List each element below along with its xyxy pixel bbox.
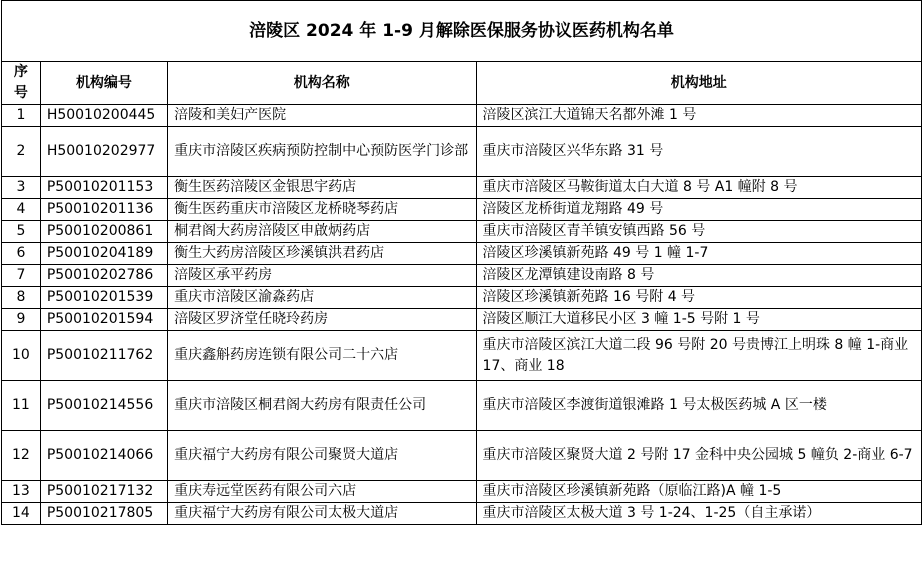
cell-index: 13 bbox=[2, 481, 41, 503]
cell-address: 涪陵区顺江大道移民小区 3 幢 1-5 号附 1 号 bbox=[476, 309, 921, 331]
cell-name: 重庆市涪陵区疾病预防控制中心预防医学门诊部 bbox=[168, 127, 476, 177]
cell-code: P50010217805 bbox=[40, 503, 167, 525]
cell-address: 重庆市涪陵区太极大道 3 号 1-24、1-25（自主承诺） bbox=[476, 503, 921, 525]
cell-name: 衡生医药涪陵区金银思宇药店 bbox=[168, 177, 476, 199]
cell-address: 重庆市涪陵区青羊镇安镇西路 56 号 bbox=[476, 221, 921, 243]
cell-name: 重庆福宁大药房有限公司聚贤大道店 bbox=[168, 431, 476, 481]
table-row bbox=[2, 481, 922, 503]
table-row bbox=[2, 127, 922, 177]
table-row bbox=[2, 381, 922, 431]
cell-name: 重庆市涪陵区桐君阁大药房有限责任公司 bbox=[168, 381, 476, 431]
table-row bbox=[2, 199, 922, 221]
table-row bbox=[2, 243, 922, 265]
cell-code: H50010200445 bbox=[40, 105, 167, 127]
cell-code: P50010211762 bbox=[40, 331, 167, 381]
cell-code: P50010204189 bbox=[40, 243, 167, 265]
cell-code: P50010201539 bbox=[40, 287, 167, 309]
page-title: 涪陵区 2024 年 1-9 月解除医保服务协议医药机构名单 bbox=[2, 1, 922, 62]
cell-name: 涪陵区罗济堂任晓玲药房 bbox=[168, 309, 476, 331]
cell-address: 涪陵区珍溪镇新苑路 49 号 1 幢 1-7 bbox=[476, 243, 921, 265]
cell-address: 重庆市涪陵区李渡街道银滩路 1 号太极医药城 A 区一楼 bbox=[476, 381, 921, 431]
cell-index: 4 bbox=[2, 199, 41, 221]
cell-name: 涪陵和美妇产医院 bbox=[168, 105, 476, 127]
table-row bbox=[2, 265, 922, 287]
cell-index: 11 bbox=[2, 381, 41, 431]
cell-address: 重庆市涪陵区马鞍街道太白大道 8 号 A1 幢附 8 号 bbox=[476, 177, 921, 199]
table-row bbox=[2, 105, 922, 127]
cell-code: H50010202977 bbox=[40, 127, 167, 177]
cell-code: P50010214066 bbox=[40, 431, 167, 481]
table-body bbox=[2, 105, 922, 525]
cell-code: P50010214556 bbox=[40, 381, 167, 431]
table-row bbox=[2, 503, 922, 525]
cell-index: 5 bbox=[2, 221, 41, 243]
cell-code: P50010200861 bbox=[40, 221, 167, 243]
header-address: 机构地址 bbox=[476, 62, 921, 105]
cell-name: 重庆福宁大药房有限公司太极大道店 bbox=[168, 503, 476, 525]
cell-index: 12 bbox=[2, 431, 41, 481]
cell-index: 6 bbox=[2, 243, 41, 265]
table-row bbox=[2, 287, 922, 309]
table-row bbox=[2, 431, 922, 481]
cell-name: 重庆市涪陵区渝淼药店 bbox=[168, 287, 476, 309]
cell-name: 衡生医药重庆市涪陵区龙桥晓琴药店 bbox=[168, 199, 476, 221]
institution-table bbox=[1, 0, 922, 525]
header-index: 序号 bbox=[2, 62, 41, 105]
cell-index: 9 bbox=[2, 309, 41, 331]
cell-index: 10 bbox=[2, 331, 41, 381]
cell-code: P50010202786 bbox=[40, 265, 167, 287]
cell-address: 涪陵区滨江大道锦天名都外滩 1 号 bbox=[476, 105, 921, 127]
cell-index: 8 bbox=[2, 287, 41, 309]
header-row bbox=[2, 62, 922, 105]
table-row bbox=[2, 221, 922, 243]
cell-name: 衡生大药房涪陵区珍溪镇洪君药店 bbox=[168, 243, 476, 265]
cell-name: 重庆寿远堂医药有限公司六店 bbox=[168, 481, 476, 503]
table-row bbox=[2, 177, 922, 199]
cell-index: 7 bbox=[2, 265, 41, 287]
cell-address: 重庆市涪陵区滨江大道二段 96 号附 20 号贵博江上明珠 8 幢 1-商业 17、商业 18 bbox=[476, 331, 921, 381]
cell-address: 重庆市涪陵区珍溪镇新苑路（原临江路)A 幢 1-5 bbox=[476, 481, 921, 503]
cell-name: 涪陵区承平药房 bbox=[168, 265, 476, 287]
cell-name: 重庆鑫斛药房连锁有限公司二十六店 bbox=[168, 331, 476, 381]
cell-code: P50010201594 bbox=[40, 309, 167, 331]
table-row bbox=[2, 331, 922, 381]
cell-code: P50010201153 bbox=[40, 177, 167, 199]
cell-index: 3 bbox=[2, 177, 41, 199]
cell-address: 涪陵区龙潭镇建设南路 8 号 bbox=[476, 265, 921, 287]
cell-address: 涪陵区珍溪镇新苑路 16 号附 4 号 bbox=[476, 287, 921, 309]
cell-index: 2 bbox=[2, 127, 41, 177]
cell-address: 重庆市涪陵区兴华东路 31 号 bbox=[476, 127, 921, 177]
header-name: 机构名称 bbox=[168, 62, 476, 105]
cell-index: 1 bbox=[2, 105, 41, 127]
cell-code: P50010217132 bbox=[40, 481, 167, 503]
cell-address: 涪陵区龙桥街道龙翔路 49 号 bbox=[476, 199, 921, 221]
cell-code: P50010201136 bbox=[40, 199, 167, 221]
table-row bbox=[2, 309, 922, 331]
cell-index: 14 bbox=[2, 503, 41, 525]
header-code: 机构编号 bbox=[40, 62, 167, 105]
cell-address: 重庆市涪陵区聚贤大道 2 号附 17 金科中央公园城 5 幢负 2-商业 6-7 bbox=[476, 431, 921, 481]
cell-name: 桐君阁大药房涪陵区申啟炳药店 bbox=[168, 221, 476, 243]
